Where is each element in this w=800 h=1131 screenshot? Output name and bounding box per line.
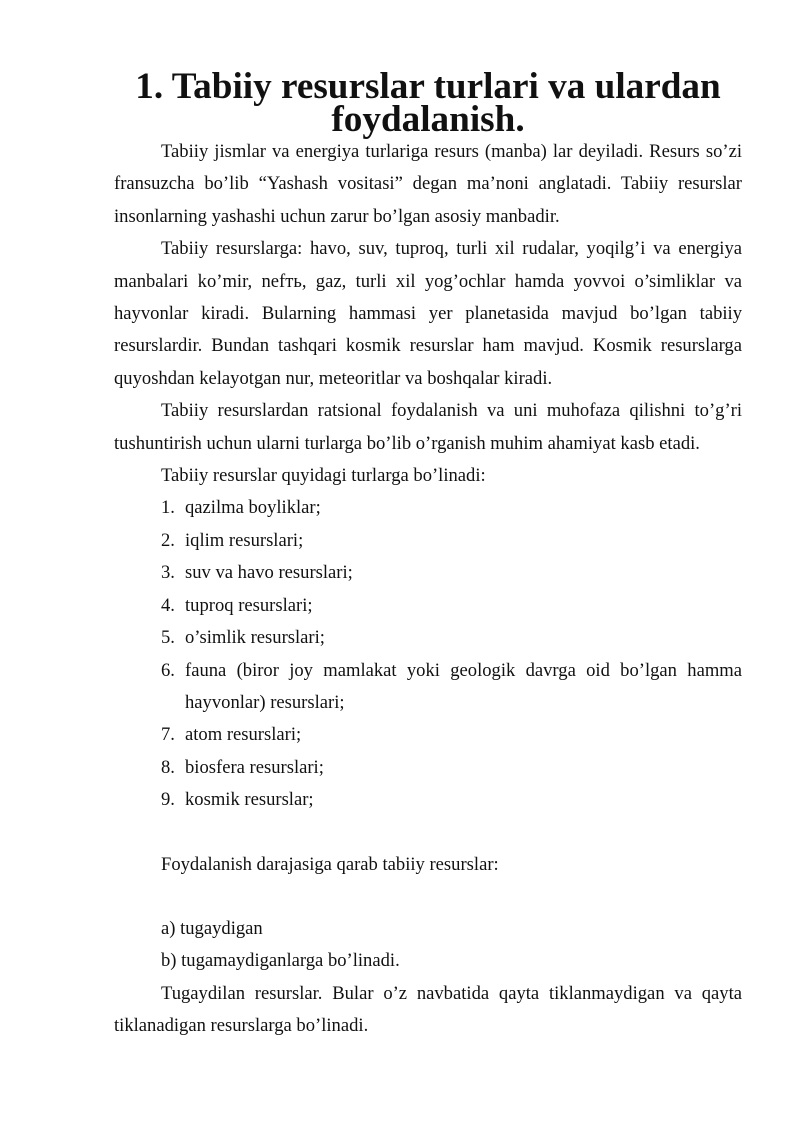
list-item-number: 1. — [161, 497, 175, 519]
list-item-number: 6. — [161, 659, 175, 681]
document-body — [114, 66, 742, 1043]
list-item — [114, 622, 742, 654]
list-item-text: suv va havo resurslari; — [185, 562, 353, 584]
list-item — [114, 492, 742, 524]
list-item-text: kosmik resurslar; — [185, 789, 314, 811]
list-item-text: atom resurslari; — [185, 724, 302, 746]
list-item — [114, 655, 742, 720]
resource-type-list — [114, 492, 742, 816]
list-item-number: 9. — [161, 789, 175, 811]
list-item-text: qazilma boyliklar; — [185, 497, 321, 519]
list-item-text: tuproq resurslari; — [185, 594, 313, 616]
usage-heading: Foydalanish darajasiga qarab tabiiy resurslar: — [161, 853, 499, 875]
list-item — [114, 525, 742, 557]
paragraph-definition: Tabiiy jismlar va energiya turlariga resurs (manba) lar deyiladi. Resurs so’zi fransuzcha bo’lib “Yashash vositasi” degan ma’noni anglatadi. Tabiiy resurslar insonlarning yashashi uchun zarur bo’lgan asosiy manbadir. — [114, 141, 742, 227]
list-item-text: biosfera resurslari; — [185, 756, 324, 778]
paragraph-closing: Tugaydilan resurslar. Bular o’z navbatida qayta tiklanmaydigan va qayta tiklanadigan resurslarga bo’linadi. — [114, 982, 742, 1037]
list-item-number: 5. — [161, 627, 175, 649]
list-item-number: 3. — [161, 562, 175, 584]
list-item-text: fauna (biror joy mamlakat yoki geologik davrga oid bo’lgan hamma hayvonlar) resurslari; — [185, 659, 742, 713]
usage-option-a: a) tugaydigan — [161, 917, 263, 939]
list-item — [114, 719, 742, 751]
list-item-number: 2. — [161, 529, 175, 551]
section-title: 1. Tabiiy resurslar turlari va ulardan foydalanish. — [135, 66, 721, 140]
usage-option-b: b) tugamaydiganlarga bo’linadi. — [161, 950, 400, 972]
list-item-number: 8. — [161, 756, 175, 778]
spacer — [114, 817, 742, 849]
list-item — [114, 784, 742, 816]
spacer — [114, 881, 742, 913]
list-item-number: 7. — [161, 724, 175, 746]
list-item — [114, 752, 742, 784]
list-item-number: 4. — [161, 594, 175, 616]
paragraph-resource-types: Tabiiy resurslarga: havo, suv, tuproq, turli xil rudalar, yoqilg’i va energiya manbalari ko’mir, nefть, gaz, turli xil yog’ochlar hamda yovvoi o’simliklar va hayvonlar kiradi. Bularning hammasi yer planetasida mavjud bo’lgan tabiiy resurslardir. Bundan tashqari kosmik resurslar ham mavjud. Kosmik resurslarga quyoshdan kelayotgan nur, meteoritlar va boshqalar kiradi. — [114, 238, 742, 389]
list-item-text: iqlim resurslari; — [185, 529, 304, 551]
list-item-text: o’simlik resurslari; — [185, 627, 325, 649]
paragraph-rational-use: Tabiiy resurslardan ratsional foydalanish va uni muhofaza qilishni to’g’ri tushuntirish uchun ularni turlarga bo’lib o’rganish muhim ahamiyat kasb etadi. — [114, 400, 742, 454]
paragraph-list-intro: Tabiiy resurslar quyidagi turlarga bo’linadi: — [161, 465, 486, 487]
list-item — [114, 557, 742, 589]
list-item — [114, 590, 742, 622]
